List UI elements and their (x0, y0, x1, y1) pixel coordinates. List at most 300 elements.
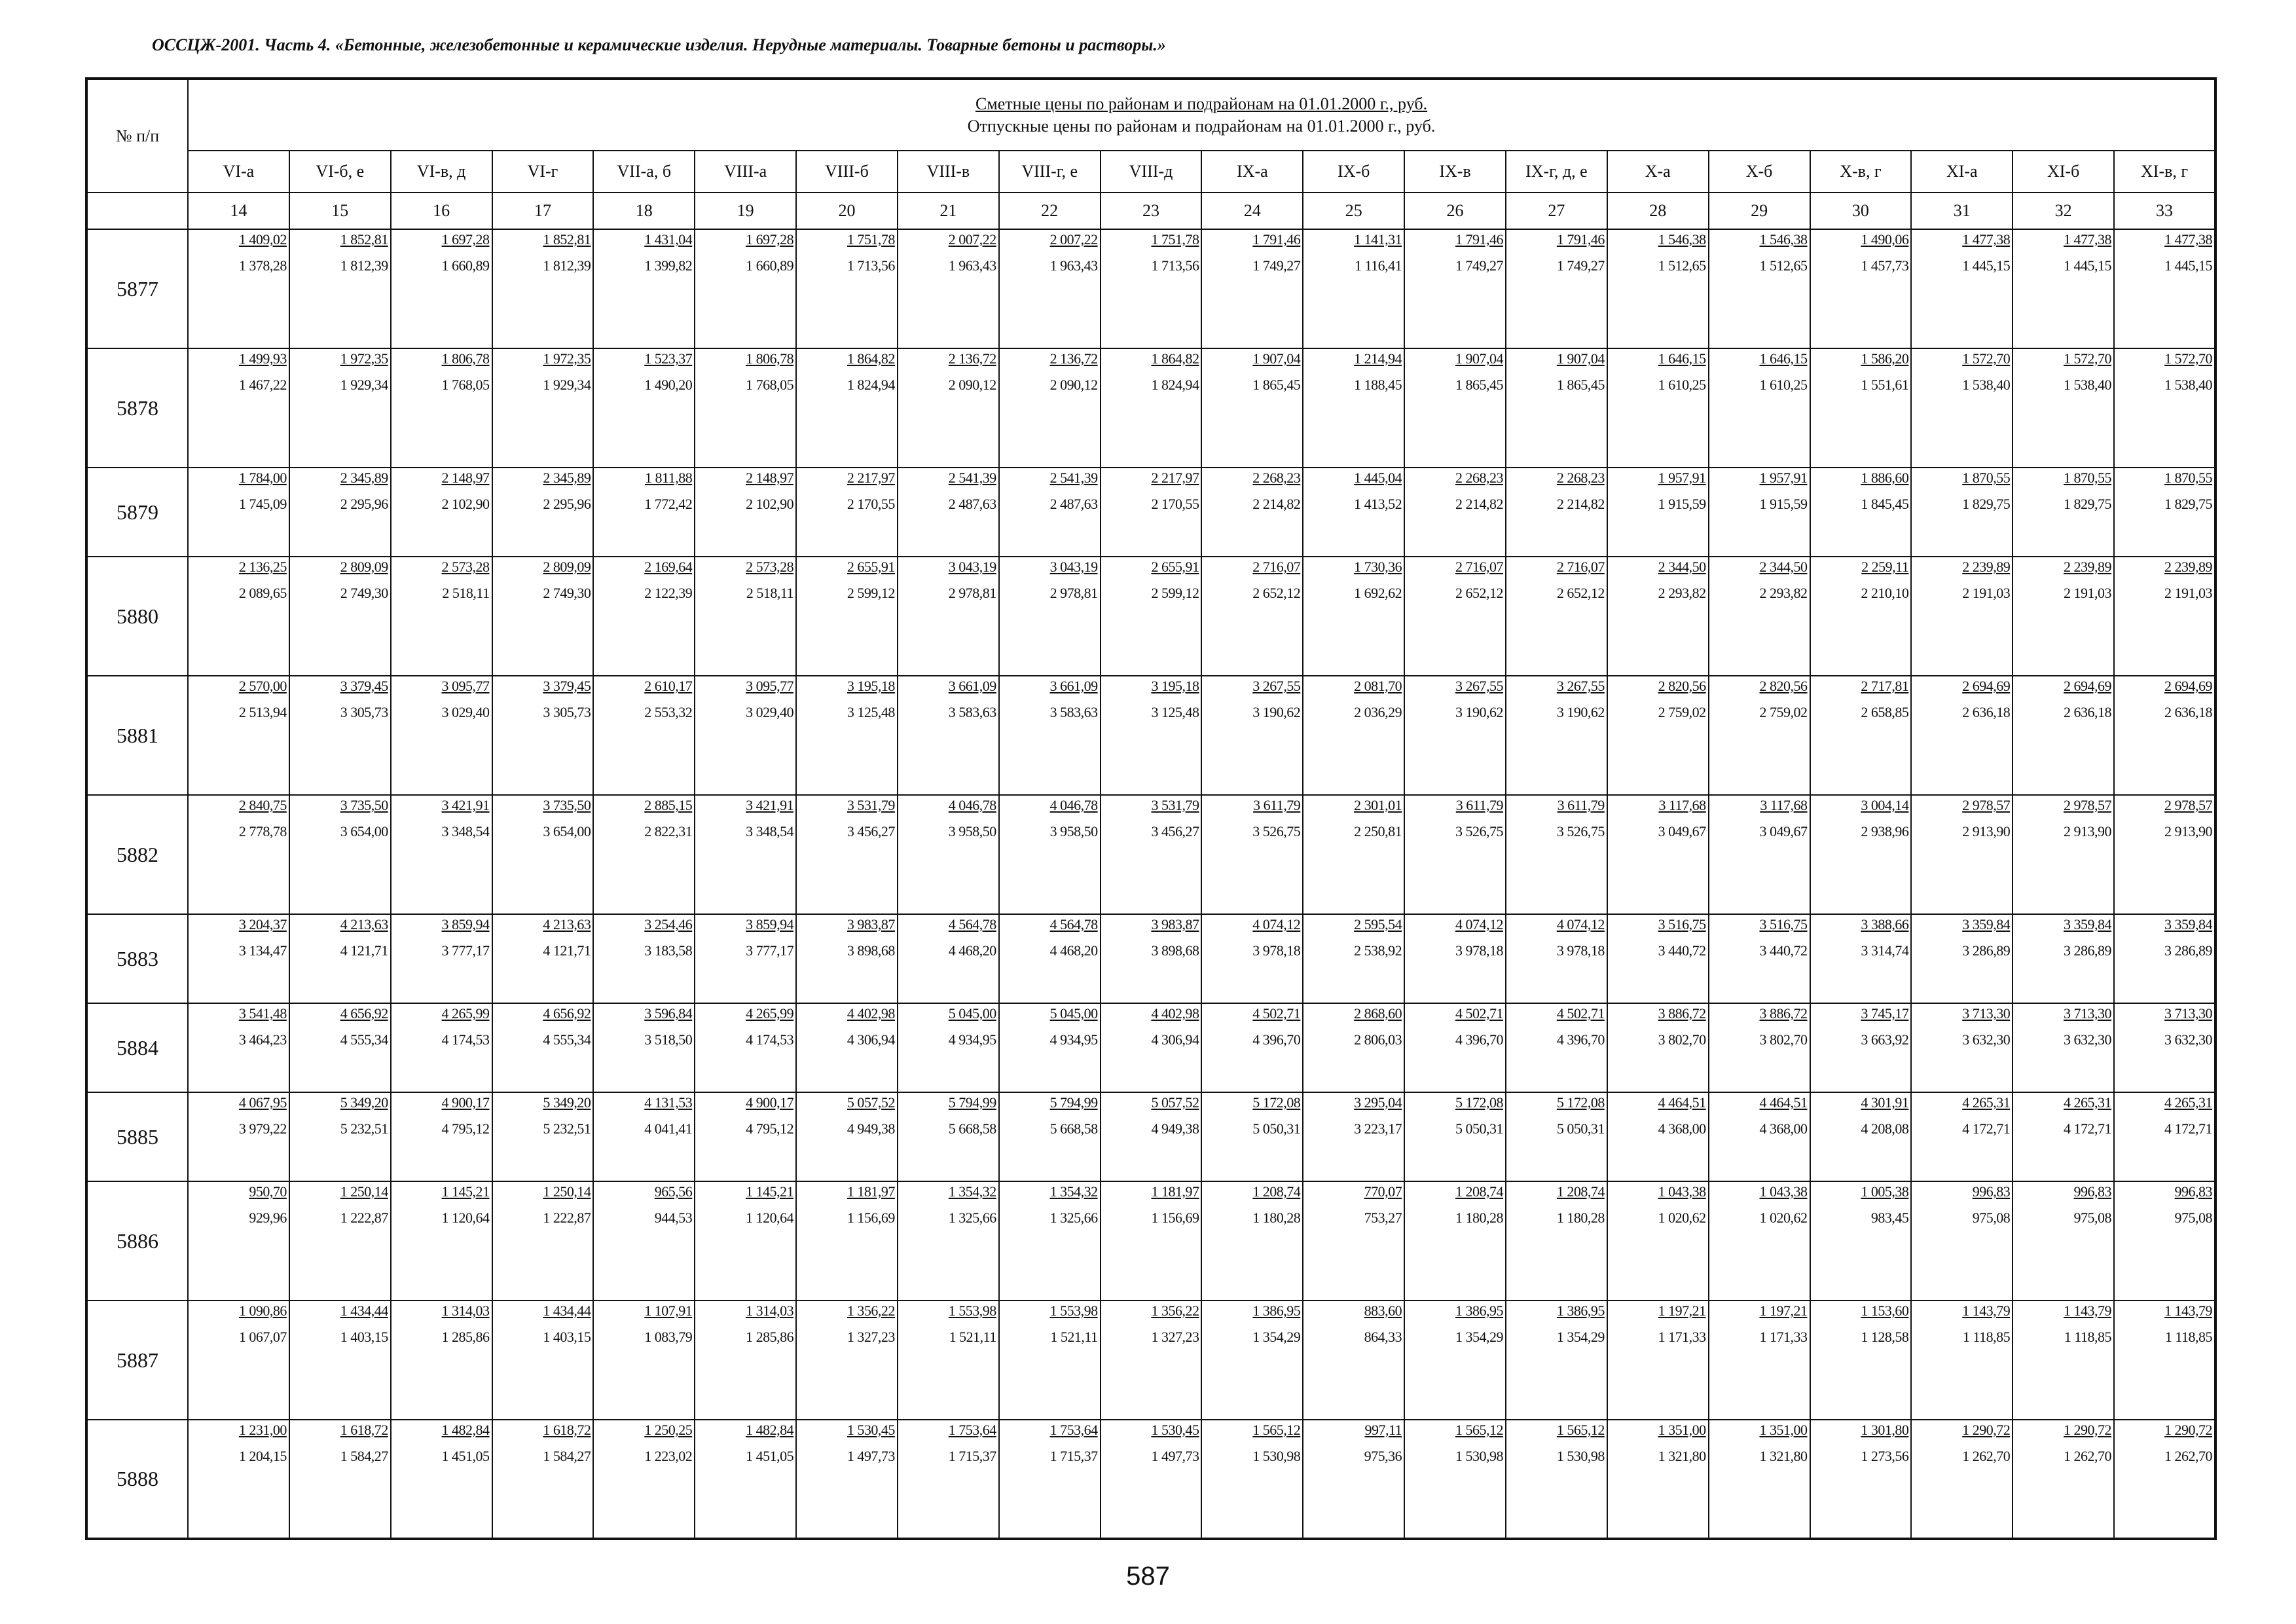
price-cell (1911, 795, 2013, 914)
release-price: 2 806,03 (1354, 1031, 1402, 1048)
price-cell (1810, 676, 1912, 795)
price-cell (999, 557, 1101, 676)
price-cell (1201, 795, 1303, 914)
price-cell (492, 468, 594, 557)
estimate-price: 3 421,91 (441, 797, 490, 813)
estimate-price: 4 265,31 (2064, 1094, 2112, 1111)
release-price: 3 979,22 (238, 1120, 287, 1137)
estimate-price: 1 314,03 (441, 1302, 490, 1319)
estimate-price: 3 611,79 (1455, 797, 1503, 813)
estimate-price: 1 445,04 (1354, 470, 1402, 486)
release-price: 1 321,80 (1759, 1448, 1808, 1464)
district-header-row (86, 151, 2215, 193)
estimate-price: 2 268,23 (1252, 470, 1301, 486)
price-cell (188, 229, 289, 348)
colnum-blank (86, 193, 188, 229)
price-cell (492, 348, 594, 468)
release-price: 4 949,38 (1151, 1120, 1199, 1137)
price-cell (999, 468, 1101, 557)
page-number: 587 (1126, 1562, 1170, 1591)
release-price: 2 102,90 (441, 496, 490, 512)
estimate-price: 965,56 (654, 1183, 693, 1200)
price-cell (2013, 1420, 2114, 1539)
price-cell (1101, 676, 1202, 795)
price-cell (2013, 1181, 2114, 1301)
estimate-price: 3 596,84 (644, 1005, 693, 1022)
estimate-price: 3 204,37 (238, 916, 287, 932)
district-header: IX-г, д, е (1506, 151, 1607, 193)
price-cell (2114, 1420, 2215, 1539)
price-cell (695, 676, 796, 795)
release-price: 4 795,12 (746, 1120, 794, 1137)
release-price: 4 208,08 (1861, 1120, 1909, 1137)
estimate-price: 3 295,04 (1354, 1094, 1402, 1111)
estimate-price: 1 957,91 (1658, 470, 1706, 486)
estimate-price: 2 610,17 (644, 678, 693, 694)
estimate-price: 4 464,51 (1658, 1094, 1706, 1111)
estimate-price: 4 656,92 (340, 1005, 388, 1022)
row-number: 5882 (86, 795, 188, 914)
column-number: 21 (898, 193, 999, 229)
estimate-price: 2 136,72 (1049, 350, 1098, 367)
release-price: 2 295,96 (543, 496, 591, 512)
price-cell (1506, 1301, 1607, 1420)
price-cell (796, 468, 898, 557)
release-price: 3 978,18 (1556, 942, 1605, 959)
release-price: 1 262,70 (1962, 1448, 2011, 1464)
price-cell (1404, 348, 1506, 468)
release-price: 1 929,34 (340, 377, 388, 393)
price-cell (593, 1003, 695, 1092)
table-row (86, 1181, 2215, 1301)
price-cell (289, 914, 391, 1003)
estimate-price: 1 730,36 (1354, 559, 1402, 575)
estimate-price: 5 349,20 (340, 1094, 388, 1111)
release-price: 864,33 (1364, 1329, 1402, 1345)
release-price: 1 768,05 (746, 377, 794, 393)
price-cell (1709, 468, 1810, 557)
price-cell (593, 229, 695, 348)
price-cell (695, 1301, 796, 1420)
release-price: 975,36 (1364, 1448, 1402, 1464)
price-cell (2114, 795, 2215, 914)
price-cell (2013, 676, 2114, 795)
estimate-price: 1 197,21 (1759, 1302, 1808, 1319)
price-cell (796, 229, 898, 348)
estimate-price: 4 502,71 (1455, 1005, 1503, 1022)
estimate-price: 2 573,28 (746, 559, 794, 575)
release-price: 2 090,12 (948, 377, 996, 393)
price-cell (492, 795, 594, 914)
estimate-price: 4 265,31 (2164, 1094, 2213, 1111)
price-cell (898, 1092, 999, 1181)
estimate-price: 3 713,30 (2064, 1005, 2112, 1022)
estimate-price: 1 565,12 (1556, 1422, 1605, 1438)
estimate-price: 3 267,55 (1252, 678, 1301, 694)
column-number: 16 (391, 193, 492, 229)
release-price: 1 915,59 (1658, 496, 1706, 512)
release-price: 2 652,12 (1455, 585, 1503, 601)
district-header: IX-в (1404, 151, 1506, 193)
price-cell (492, 676, 594, 795)
release-price: 1 354,29 (1556, 1329, 1605, 1345)
price-cell (1709, 348, 1810, 468)
estimate-price: 1 546,38 (1759, 231, 1808, 248)
estimate-price: 2 694,69 (1962, 678, 2011, 694)
release-price: 4 306,94 (1151, 1031, 1199, 1048)
release-price: 929,96 (249, 1209, 287, 1226)
estimate-price: 3 267,55 (1455, 678, 1503, 694)
price-cell (1303, 468, 1404, 557)
release-price: 1 963,43 (1049, 257, 1098, 274)
price-cell (1404, 1003, 1506, 1092)
price-cell (188, 1003, 289, 1092)
price-cell (593, 676, 695, 795)
release-price: 1 354,29 (1252, 1329, 1301, 1345)
estimate-price: 3 359,84 (2064, 916, 2112, 932)
price-cell (391, 1301, 492, 1420)
estimate-price: 3 379,45 (543, 678, 591, 694)
column-number: 20 (796, 193, 898, 229)
estimate-price: 1 214,94 (1354, 350, 1402, 367)
column-number: 31 (1911, 193, 2013, 229)
price-cell (1201, 229, 1303, 348)
price-cell (1607, 676, 1709, 795)
estimate-price: 1 314,03 (746, 1302, 794, 1319)
price-cell (1303, 1092, 1404, 1181)
estimate-price: 3 516,75 (1658, 916, 1706, 932)
price-cell (1607, 557, 1709, 676)
release-price: 1 715,37 (948, 1448, 996, 1464)
release-price: 1 497,73 (1151, 1448, 1199, 1464)
column-number: 32 (2013, 193, 2114, 229)
price-cell (492, 1301, 594, 1420)
estimate-price: 1 354,32 (948, 1183, 996, 1200)
estimate-price: 1 250,14 (340, 1183, 388, 1200)
release-price: 1 829,75 (2164, 496, 2213, 512)
estimate-price: 2 809,09 (543, 559, 591, 575)
price-cell (1404, 468, 1506, 557)
row-number: 5883 (86, 914, 188, 1003)
estimate-price: 1 553,98 (948, 1302, 996, 1319)
release-price: 4 396,70 (1252, 1031, 1301, 1048)
estimate-price: 1 290,72 (2064, 1422, 2112, 1438)
price-cell (1607, 229, 1709, 348)
release-price: 2 749,30 (340, 585, 388, 601)
estimate-price: 1 852,81 (340, 231, 388, 248)
price-cell (1810, 348, 1912, 468)
release-price: 1 865,45 (1455, 377, 1503, 393)
release-price: 4 368,00 (1759, 1120, 1808, 1137)
estimate-price: 1 852,81 (543, 231, 591, 248)
estimate-price: 2 694,69 (2064, 678, 2112, 694)
column-number-row (86, 193, 2215, 229)
price-cell (1607, 914, 1709, 1003)
release-price: 2 122,39 (644, 585, 693, 601)
release-price: 1 829,75 (1962, 496, 2011, 512)
release-price: 1 610,25 (1759, 377, 1808, 393)
release-price: 1 521,11 (1050, 1329, 1098, 1345)
release-price: 1 156,69 (1151, 1209, 1199, 1226)
price-cell (796, 914, 898, 1003)
estimate-price: 1 351,00 (1759, 1422, 1808, 1438)
estimate-price: 4 564,78 (1049, 916, 1098, 932)
price-cell (1201, 557, 1303, 676)
price-cell (391, 676, 492, 795)
release-price: 2 978,81 (948, 585, 996, 601)
release-price: 983,45 (1870, 1209, 1909, 1226)
estimate-price: 4 074,12 (1455, 916, 1503, 932)
estimate-price: 2 570,00 (238, 678, 287, 694)
estimate-price: 950,70 (249, 1183, 287, 1200)
price-cell (289, 348, 391, 468)
release-price: 1 222,87 (543, 1209, 591, 1226)
estimate-price: 1 434,44 (543, 1302, 591, 1319)
estimate-price: 4 046,78 (1049, 797, 1098, 813)
estimate-price: 1 043,38 (1759, 1183, 1808, 1200)
estimate-price: 2 595,54 (1354, 916, 1402, 932)
release-price: 2 599,12 (1151, 585, 1199, 601)
estimate-price: 2 541,39 (1049, 470, 1098, 486)
price-cell (492, 914, 594, 1003)
release-price: 2 191,03 (1962, 585, 2011, 601)
price-cell (289, 795, 391, 914)
price-cell (593, 914, 695, 1003)
release-price: 3 632,30 (2164, 1031, 2213, 1048)
estimate-price: 2 573,28 (441, 559, 490, 575)
release-price: 4 934,95 (1049, 1031, 1098, 1048)
estimate-price: 1 208,74 (1252, 1183, 1301, 1200)
price-cell (1709, 1092, 1810, 1181)
district-header: X-б (1709, 151, 1810, 193)
release-price: 1 327,23 (847, 1329, 895, 1345)
release-price: 1 223,02 (644, 1448, 693, 1464)
estimate-price: 3 117,68 (1658, 797, 1706, 813)
price-cell (1303, 557, 1404, 676)
estimate-price: 2 081,70 (1354, 678, 1402, 694)
release-price: 1 118,85 (2164, 1329, 2213, 1345)
estimate-price: 1 145,21 (746, 1183, 794, 1200)
release-price: 5 232,51 (543, 1120, 591, 1137)
estimate-price: 4 900,17 (441, 1094, 490, 1111)
price-cell (1607, 1003, 1709, 1092)
release-price: 1 262,70 (2064, 1448, 2112, 1464)
price-cell (1911, 557, 2013, 676)
release-price: 3 958,50 (948, 823, 996, 840)
estimate-price: 2 148,97 (441, 470, 490, 486)
price-cell (1911, 1301, 2013, 1420)
district-header: VIII-д (1101, 151, 1202, 193)
estimate-price: 4 502,71 (1556, 1005, 1605, 1022)
price-cell (695, 557, 796, 676)
price-cell (1709, 557, 1810, 676)
estimate-price: 2 136,72 (948, 350, 996, 367)
price-cell (796, 1301, 898, 1420)
estimate-price: 2 978,57 (2064, 797, 2112, 813)
release-price: 1 845,45 (1861, 496, 1909, 512)
release-price: 1 512,65 (1658, 257, 1706, 274)
release-price: 2 636,18 (2064, 704, 2112, 720)
release-price: 1 530,98 (1455, 1448, 1503, 1464)
price-cell (289, 468, 391, 557)
district-header: VI-в, д (391, 151, 492, 193)
release-price: 1 399,82 (644, 257, 693, 274)
price-cell (1607, 1301, 1709, 1420)
price-cell (2013, 468, 2114, 557)
release-price: 3 583,63 (948, 704, 996, 720)
price-cell (1911, 1092, 2013, 1181)
row-number: 5887 (86, 1301, 188, 1420)
row-number: 5877 (86, 229, 188, 348)
estimate-price: 2 268,23 (1556, 470, 1605, 486)
estimate-price: 2 344,50 (1759, 559, 1808, 575)
release-price: 3 183,58 (644, 942, 693, 959)
release-price: 1 321,80 (1658, 1448, 1706, 1464)
price-cell (492, 1181, 594, 1301)
column-number: 26 (1404, 193, 1506, 229)
release-price: 3 125,48 (847, 704, 895, 720)
price-cell (492, 1420, 594, 1539)
estimate-price: 4 046,78 (948, 797, 996, 813)
estimate-price: 1 386,95 (1455, 1302, 1503, 1319)
estimate-price: 1 090,86 (238, 1302, 287, 1319)
table-row (86, 676, 2215, 795)
release-price: 2 749,30 (543, 585, 591, 601)
estimate-price: 3 095,77 (746, 678, 794, 694)
district-header: VIII-а (695, 151, 796, 193)
release-price: 1 915,59 (1759, 496, 1808, 512)
release-price: 1 660,89 (441, 257, 490, 274)
price-cell (1810, 468, 1912, 557)
release-price: 3 898,68 (847, 942, 895, 959)
release-price: 1 749,27 (1556, 257, 1605, 274)
price-cell (796, 557, 898, 676)
estimate-price: 3 421,91 (746, 797, 794, 813)
row-number: 5884 (86, 1003, 188, 1092)
price-cell (999, 1092, 1101, 1181)
release-price: 2 658,85 (1861, 704, 1909, 720)
table-row (86, 1420, 2215, 1539)
estimate-price: 2 717,81 (1861, 678, 1909, 694)
estimate-price: 1 005,38 (1861, 1183, 1909, 1200)
release-price: 1 584,27 (543, 1448, 591, 1464)
column-number: 28 (1607, 193, 1709, 229)
price-cell (898, 1301, 999, 1420)
price-table (85, 77, 2217, 1540)
release-price: 2 191,03 (2064, 585, 2112, 601)
price-cell (1201, 1181, 1303, 1301)
estimate-price: 1 806,78 (746, 350, 794, 367)
price-cell (1101, 914, 1202, 1003)
estimate-price: 770,07 (1364, 1183, 1402, 1200)
estimate-price: 4 265,31 (1962, 1094, 2011, 1111)
release-price: 2 214,82 (1252, 496, 1301, 512)
price-cell (1303, 1181, 1404, 1301)
release-price: 1 445,15 (1962, 257, 2011, 274)
release-price: 1 772,42 (644, 496, 693, 512)
row-number: 5885 (86, 1092, 188, 1181)
column-number: 33 (2114, 193, 2215, 229)
column-number: 30 (1810, 193, 1912, 229)
price-cell (1607, 1420, 1709, 1539)
estimate-price: 2 148,97 (746, 470, 794, 486)
price-cell (391, 1003, 492, 1092)
price-cell (898, 1181, 999, 1301)
table-row (86, 795, 2215, 914)
estimate-price: 996,83 (2174, 1183, 2213, 1200)
price-cell (1101, 1181, 1202, 1301)
release-price: 1 180,28 (1252, 1209, 1301, 1226)
release-price: 1 490,20 (644, 377, 693, 393)
price-cell (1709, 1003, 1810, 1092)
price-cell (1201, 468, 1303, 557)
price-cell (796, 348, 898, 468)
table-row (86, 348, 2215, 468)
estimate-price: 3 611,79 (1253, 797, 1301, 813)
price-cell (188, 1092, 289, 1181)
price-cell (492, 1092, 594, 1181)
estimate-price: 3 983,87 (847, 916, 895, 932)
estimate-price: 4 213,63 (543, 916, 591, 932)
table-row (86, 1301, 2215, 1420)
release-price: 4 468,20 (1049, 942, 1098, 959)
price-cell (898, 1420, 999, 1539)
release-price: 2 090,12 (1049, 377, 1098, 393)
release-price: 1 204,15 (238, 1448, 287, 1464)
estimate-price: 1 231,00 (238, 1422, 287, 1438)
estimate-price: 1 434,44 (340, 1302, 388, 1319)
price-cell (1810, 1301, 1912, 1420)
release-price: 3 456,27 (847, 823, 895, 840)
price-cell (1303, 229, 1404, 348)
release-price: 2 214,82 (1455, 496, 1503, 512)
release-price: 3 029,40 (746, 704, 794, 720)
release-price: 2 538,92 (1354, 942, 1402, 959)
estimate-price: 3 095,77 (441, 678, 490, 694)
price-cell (593, 557, 695, 676)
district-header: X-а (1607, 151, 1709, 193)
estimate-price: 1 864,82 (1151, 350, 1199, 367)
release-price: 3 440,72 (1759, 942, 1808, 959)
estimate-price: 2 655,91 (847, 559, 895, 575)
estimate-price: 4 265,99 (441, 1005, 490, 1022)
release-price: 3 190,62 (1556, 704, 1605, 720)
release-price: 1 865,45 (1556, 377, 1605, 393)
row-number: 5881 (86, 676, 188, 795)
release-price: 5 232,51 (340, 1120, 388, 1137)
price-cell (1607, 348, 1709, 468)
estimate-price: 4 464,51 (1759, 1094, 1808, 1111)
estimate-price: 1 354,32 (1049, 1183, 1098, 1200)
price-cell (593, 1181, 695, 1301)
estimate-price: 3 195,18 (847, 678, 895, 694)
estimate-price: 1 697,28 (441, 231, 490, 248)
release-price: 3 526,75 (1455, 823, 1503, 840)
price-cell (1101, 795, 1202, 914)
release-price: 1 451,05 (441, 1448, 490, 1464)
release-price: 4 396,70 (1556, 1031, 1605, 1048)
price-cell (188, 468, 289, 557)
price-cell (492, 557, 594, 676)
price-cell (1404, 676, 1506, 795)
estimate-price: 2 840,75 (238, 797, 287, 813)
price-cell (1911, 676, 2013, 795)
price-cell (2013, 795, 2114, 914)
estimate-price: 3 195,18 (1151, 678, 1199, 694)
district-header: VI-б, е (289, 151, 391, 193)
release-price: 1 171,33 (1759, 1329, 1808, 1345)
release-price: 4 795,12 (441, 1120, 490, 1137)
